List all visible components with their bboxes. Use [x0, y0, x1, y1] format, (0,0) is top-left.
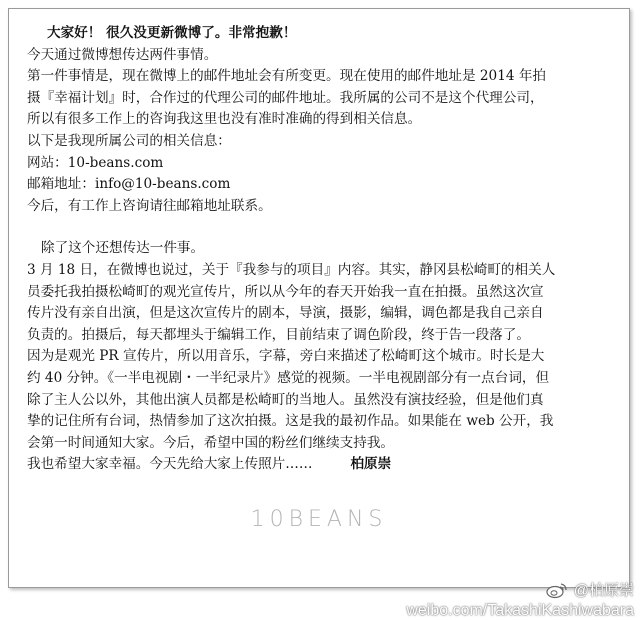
- text-line: 摄『幸福计划』时，合作过的代理公司的邮件地址。我所属的公司不是这个代理公司，: [27, 89, 544, 106]
- text-line: 3 月 18 日，在微博也说过，关于『我参与的项目』内容。其实，静冈县松崎町的相关人: [27, 261, 556, 278]
- text-line: 第一件事情是，现在微博上的邮件地址会有所变更。现在使用的邮件地址是 2014 年拍: [27, 68, 547, 85]
- letter-image: [8, 8, 630, 588]
- paragraph-contact-info: [27, 45, 627, 218]
- text-line: 挚的记住所有台词，热情参加了这次拍摄。这是我的最初作品。如果能在 web 公开，我: [27, 413, 554, 430]
- watermark: [406, 579, 634, 620]
- paragraph-two-intro: 除了这个还想传达一件事。: [41, 240, 205, 257]
- text-line: 邮箱地址：info@10-beans.com: [27, 176, 231, 193]
- paragraph-project: [27, 260, 627, 454]
- text-line: 网站：10-beans.com: [27, 154, 164, 171]
- watermark-handle: @柏原崇: [573, 582, 634, 599]
- signature: 柏原崇: [350, 456, 392, 473]
- text-line: 约 40 分钟。《一半电视剧・一半纪录片》感觉的视频。一半电视剧部分有一点台词，但: [27, 369, 550, 386]
- text-line: 会第一时间通知大家。今后，希望中国的粉丝们继续支持我。: [27, 434, 395, 451]
- text-line: 员委托我拍摄松崎町的观光宣传片，所以从今年的春天开始我一直在拍摄。虽然这次宣: [27, 283, 544, 300]
- text-line: 所以有很多工作上的咨询我这里也没有准时准确的得到相关信息。: [27, 111, 422, 128]
- closing-line: [27, 454, 627, 476]
- text-line: 因为是观光 PR 宣传片，所以用音乐，字幕，旁白来描述了松崎町这个城市。时长是大: [27, 348, 545, 365]
- text-line: 以下是我现所属公司的相关信息：: [27, 132, 231, 149]
- text-line: 传片没有亲自出演，但是这次宣传片的剧本，导演，摄影，编辑，调色都是我自己亲自: [27, 305, 544, 322]
- text-line: 负责的。拍摄后，每天都埋头于编辑工作，目前结束了调色阶段，终于告一段落了。: [27, 326, 530, 343]
- text-line: 今后，有工作上咨询请往邮箱地址联系。: [27, 197, 272, 214]
- weibo-icon: [546, 581, 568, 599]
- brand-logo: 10BEANS: [250, 507, 388, 532]
- watermark-url: weibo.com/TakashiKashiwabara: [406, 602, 634, 619]
- letter-body: [27, 23, 627, 476]
- closing-text: 我也希望大家幸福。今天先给大家上传照片……: [27, 456, 313, 473]
- greeting: 大家好！ 很久没更新微博了。非常抱歉！: [47, 25, 297, 41]
- text-line: 除了主人公以外，其他出演人员都是松崎町的当地人。虽然没有演技经验，但是他们真: [27, 391, 544, 408]
- text-line: 今天通过微博想传达两件事情。: [27, 46, 218, 63]
